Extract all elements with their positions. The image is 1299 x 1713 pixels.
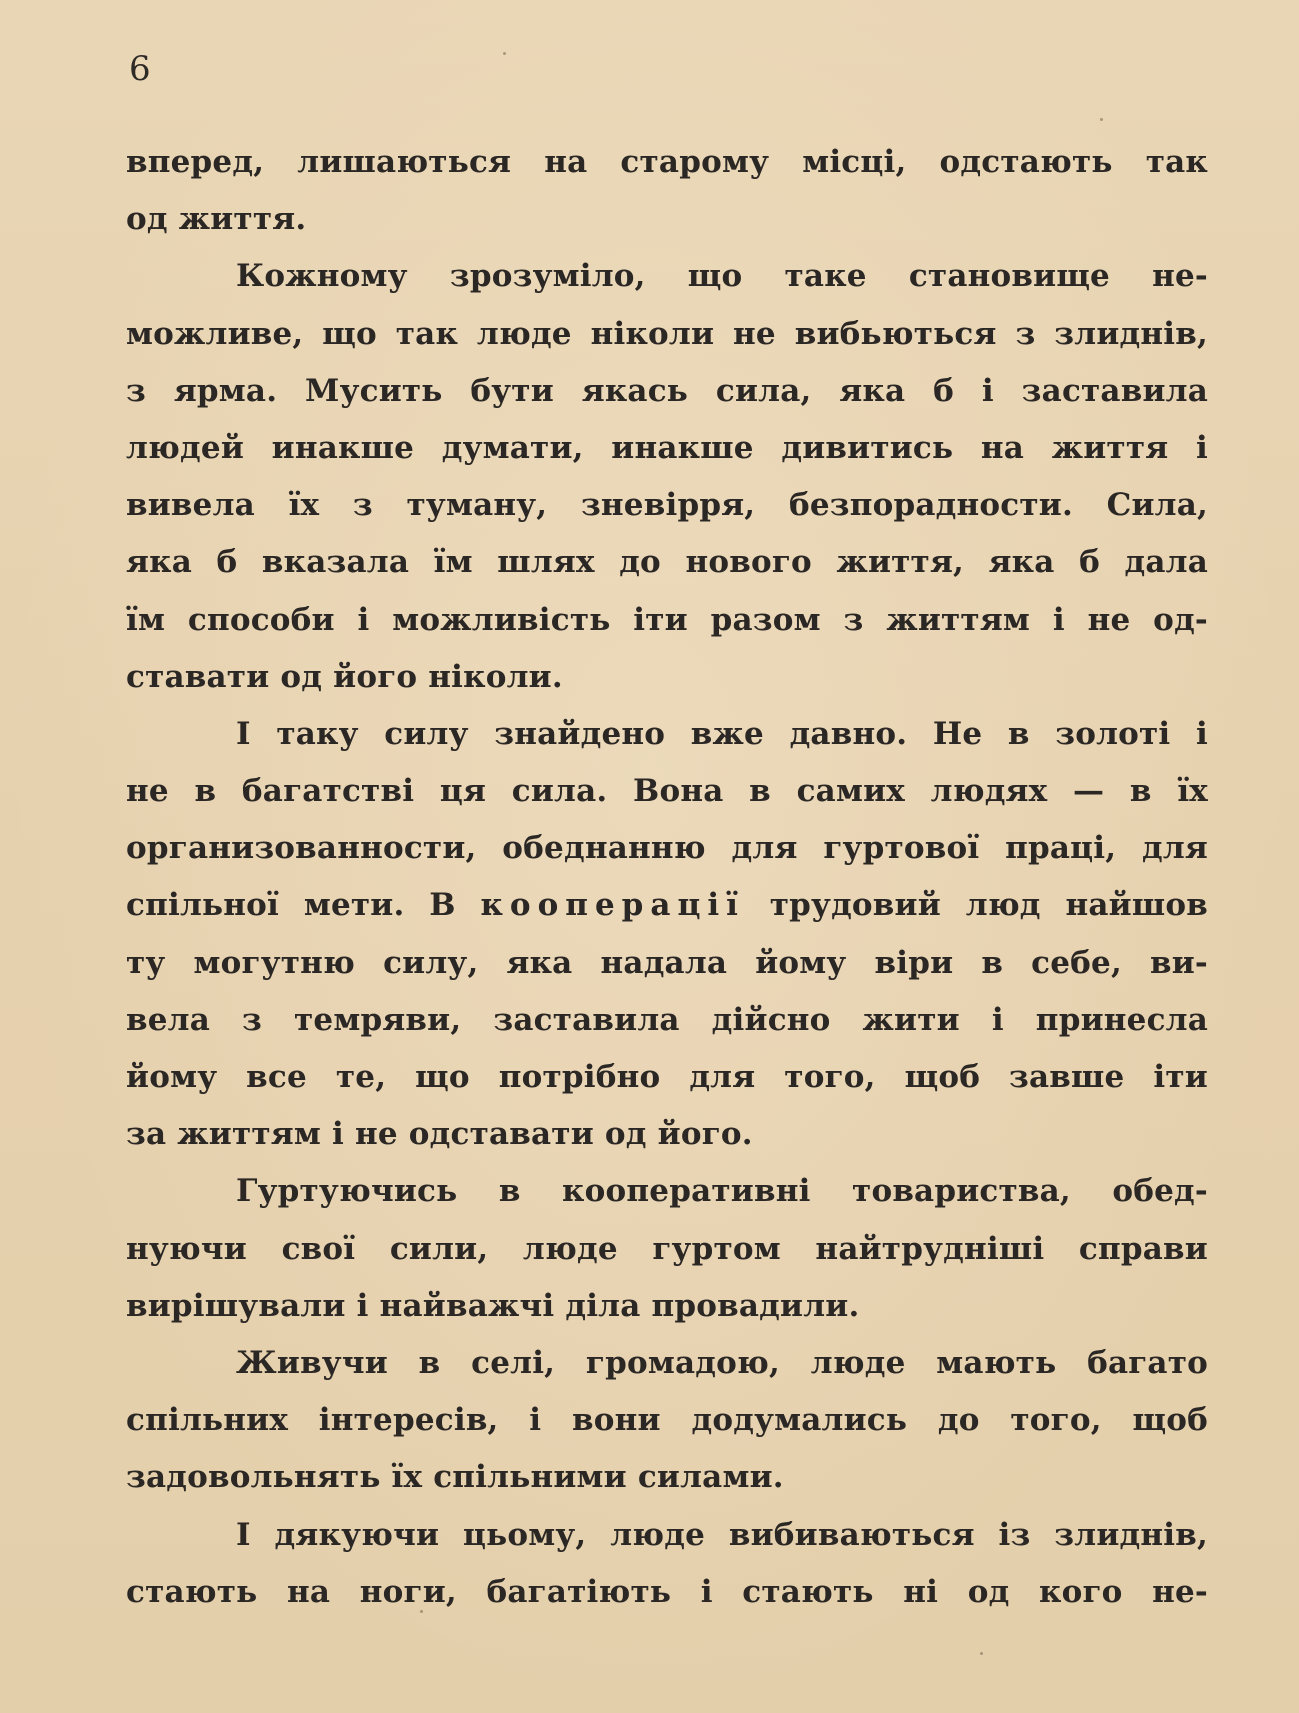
text-line: можливе, що так люде ніколи не вибьються з злиднів,	[126, 315, 1208, 352]
text-line: яка б вказала їм шлях до нового життя, яка б дала	[126, 544, 1208, 581]
text-line: стають на ноги, багатіють і стають ні од кого не-	[126, 1573, 1208, 1610]
text-line: з ярма. Мусить бути якась сила, яка б і заставила	[126, 372, 1208, 409]
text-line: од життя.	[126, 201, 307, 238]
text-line: нуючи свої сили, люде гуртом найтрудніші справи	[126, 1230, 1208, 1267]
text-line: вивела їх з туману, зневірря, безпорадности. Сила,	[126, 487, 1208, 524]
text-line: вела з темряви, заставила дійсно жити і принесла	[126, 1001, 1208, 1038]
text-fragment: трудовий люд найшов	[744, 887, 1208, 924]
text-line: їм способи і можливість іти разом з життям і не од-	[126, 601, 1208, 638]
page-number: 6	[129, 49, 151, 89]
paragraph-start-line: І дякуючи цьому, люде вибиваються із злиднів,	[236, 1516, 1208, 1553]
text-line: организованности, обеднанню для гуртової праці, для	[126, 830, 1208, 867]
text-line: задовольнять їх спільними силами.	[126, 1459, 784, 1496]
paragraph-start-line: Живучи в селі, громадою, люде мають багато	[236, 1344, 1208, 1381]
text-fragment: спільної мети. В	[126, 887, 481, 924]
paper-speck	[980, 1652, 983, 1655]
paper-speck	[503, 52, 506, 55]
text-line: ту могутню силу, яка надала йому віри в себе, ви-	[126, 944, 1208, 981]
paragraph-start-line: Гуртуючись в кооперативні товариства, обед-	[236, 1173, 1208, 1210]
text-line: людей инакше думати, инакше дивитись на життя і	[126, 429, 1208, 466]
paragraph-start-line: Кожному зрозуміло, що таке становище не-	[236, 258, 1208, 295]
text-line: вирішували і найважчі діла провадили.	[126, 1287, 860, 1324]
text-line: ставати од його ніколи.	[126, 658, 563, 695]
text-line: за життям і не одставати од його.	[126, 1116, 753, 1153]
text-line: йому все те, що потрібно для того, щоб завше іти	[126, 1059, 1208, 1095]
text-line: вперед, лишаються на старому місці, одстають так	[126, 144, 1208, 180]
paper-speck	[420, 1610, 423, 1613]
text-line-with-spaced-word	[126, 877, 1208, 934]
text-line: не в багатстві ця сила. Вона в самих людях — в їх	[126, 773, 1208, 810]
paper-speck	[1100, 118, 1103, 121]
body-text	[126, 134, 1208, 1621]
paragraph-start-line: І таку силу знайдено вже давно. Не в золоті і	[236, 715, 1208, 752]
spaced-emphasis-word: кооперації	[480, 887, 745, 924]
text-line: спільних інтересів, і вони додумались до того, щоб	[126, 1402, 1208, 1439]
